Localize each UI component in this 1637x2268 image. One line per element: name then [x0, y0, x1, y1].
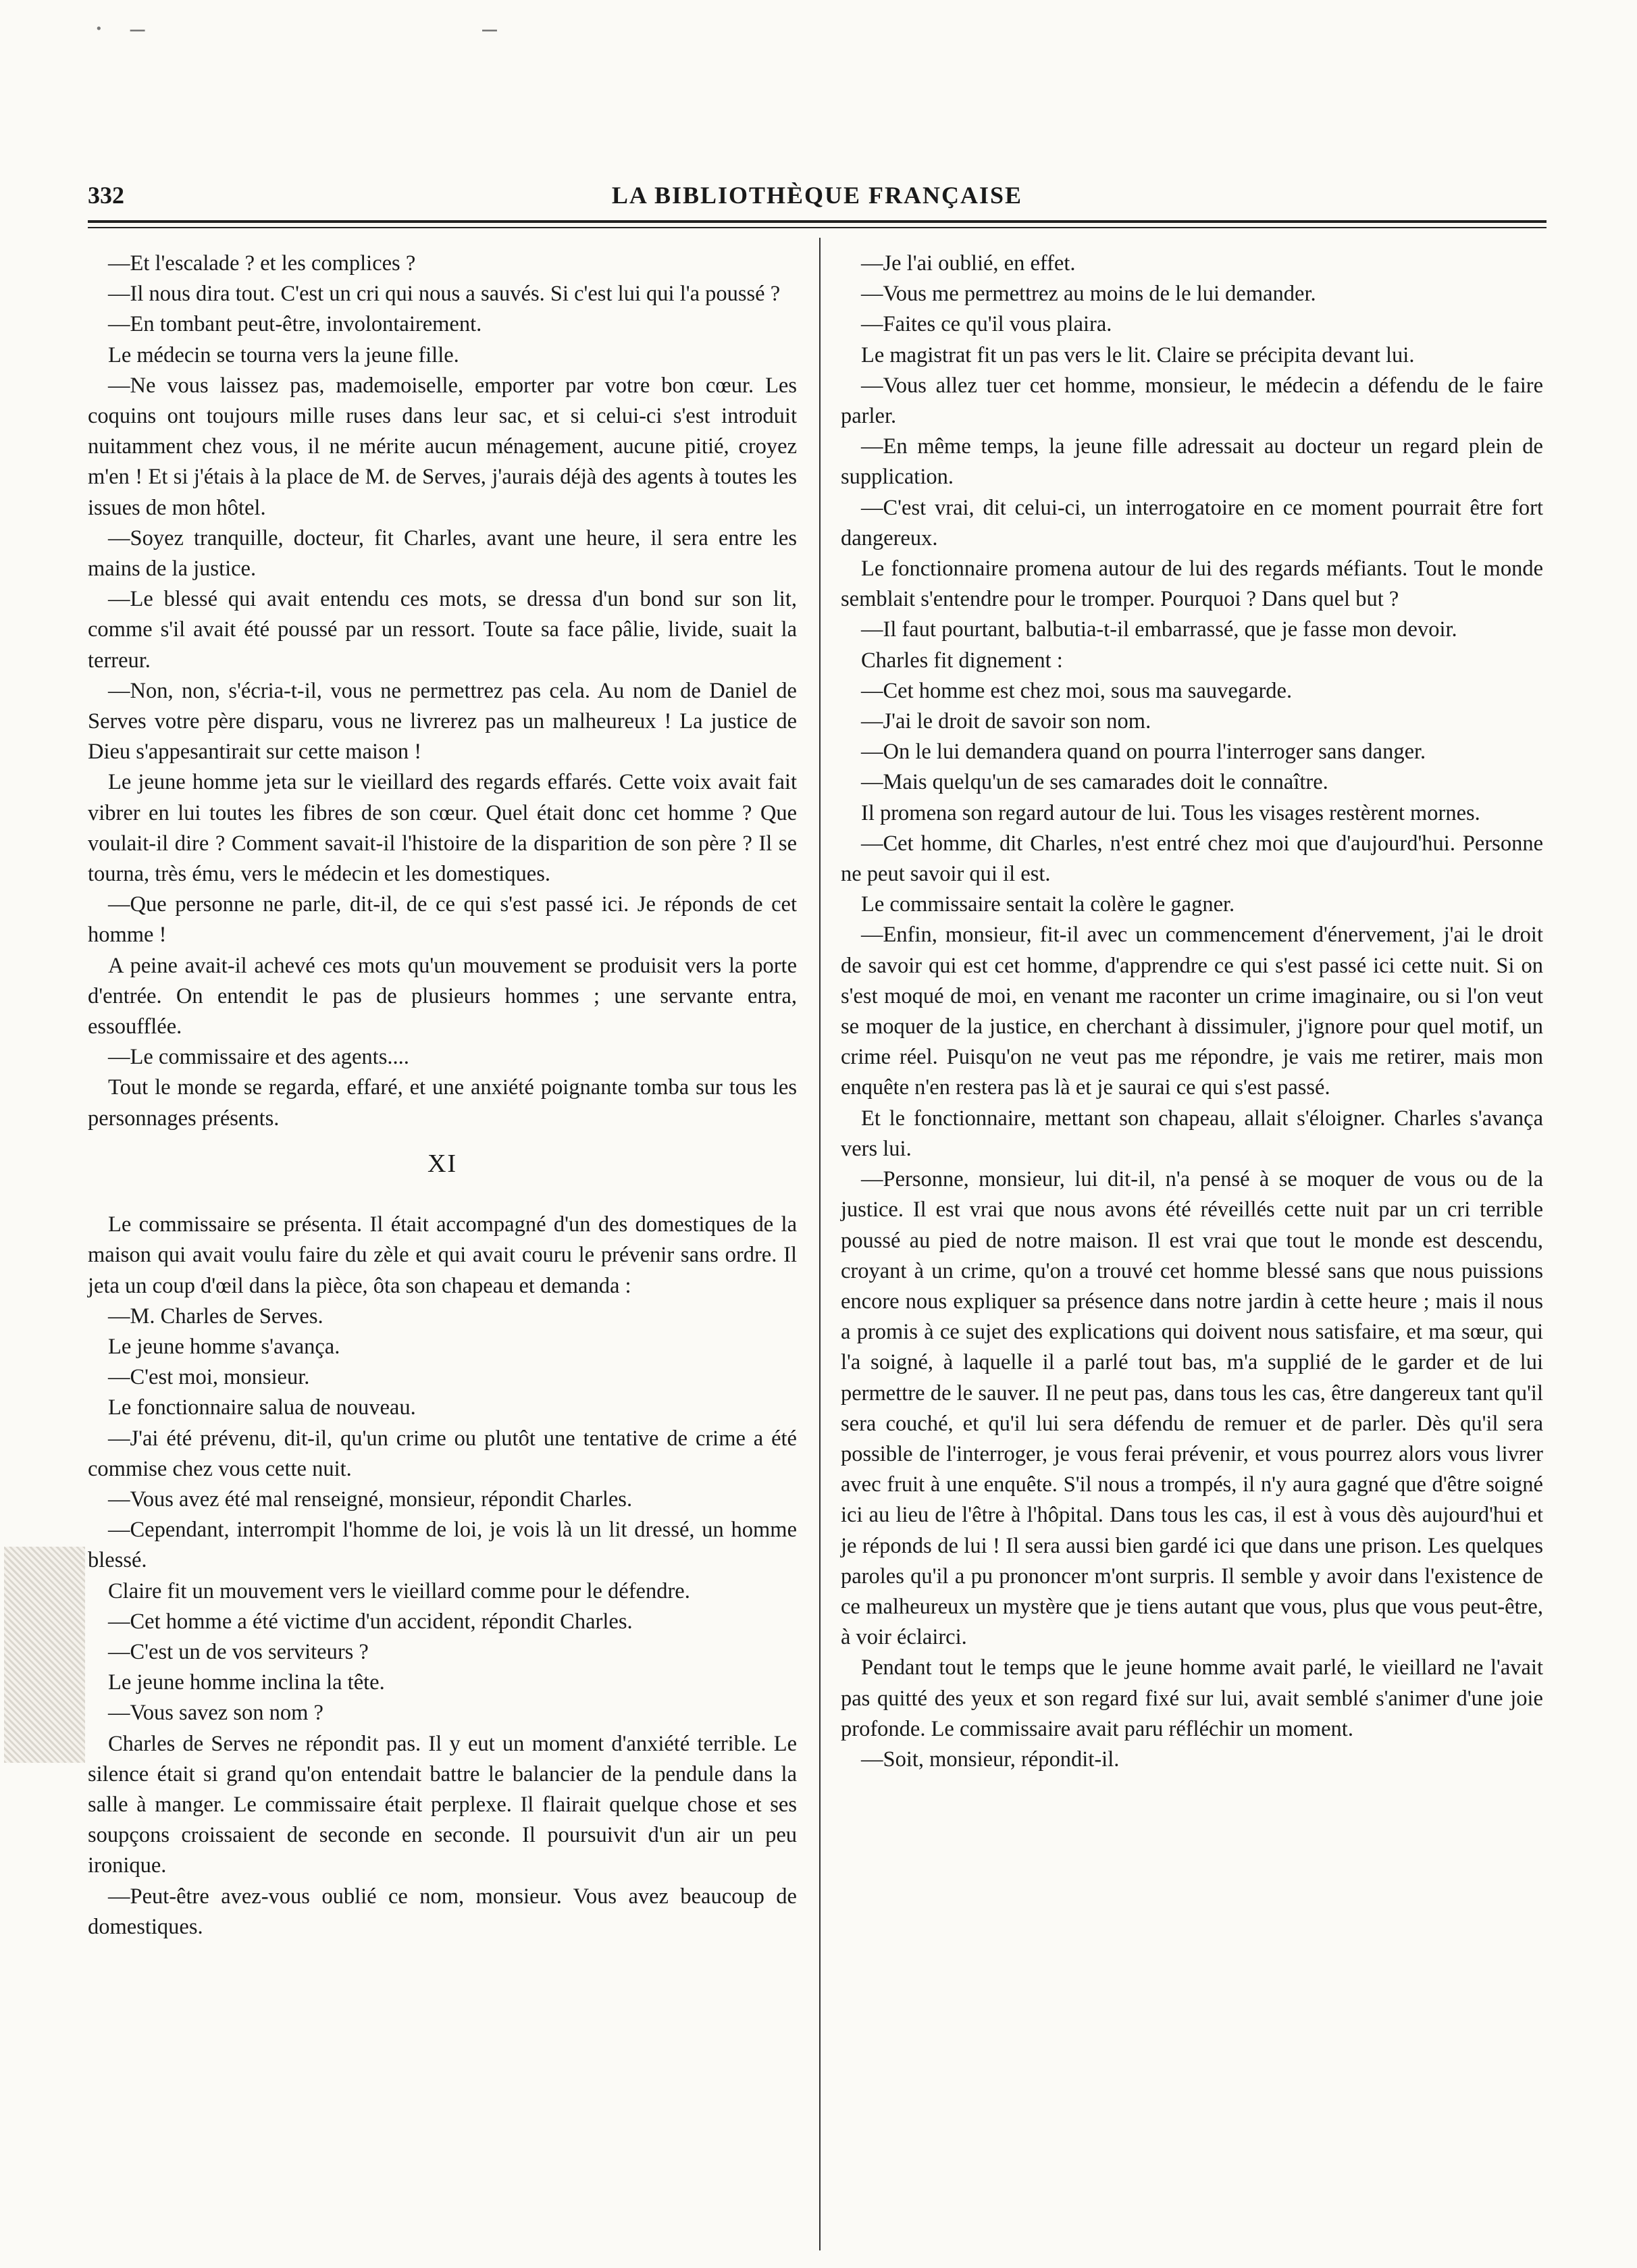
paragraph: —Cet homme est chez moi, sous ma sauvegarde.: [861, 678, 1293, 703]
column-divider: [819, 238, 821, 2250]
chapter-heading: XI: [427, 1149, 458, 1178]
paragraph: Le fonctionnaire salua de nouveau.: [108, 1395, 416, 1420]
paragraph: Le jeune homme jeta sur le vieillard des regards effarés. Cette voix avait fait vibrer en lui toutes les fibres de son cœur. Quel était donc cet homme ? Que voulait-il dire ? Comment savait-il l'histoire de la disparition de son père ? Il se tourna, très ému, vers le médecin et les domestiques.: [88, 770, 797, 887]
paragraph: —Vous me permettrez au moins de le lui demander.: [861, 282, 1316, 307]
paragraph: —Peut-être avez-vous oublié ce nom, monsieur. Vous avez beaucoup de domestiques.: [88, 1884, 797, 1939]
paragraph: Tout le monde se regarda, effaré, et une anxiété poignante tomba sur tous les personnages présents.: [88, 1075, 797, 1131]
paragraph: Charles fit dignement :: [861, 648, 1063, 673]
paragraph: —Soyez tranquille, docteur, fit Charles, avant une heure, il sera entre les mains de la justice.: [88, 525, 797, 582]
scan-specks: · ‒ ‒: [95, 14, 498, 45]
paragraph: Charles de Serves ne répondit pas. Il y eut un moment d'anxiété terrible. Le silence était si grand qu'on entendait battre le balancier de la pendule dans la salle à manger. Le commissaire était perplexe. Il flairait quelque chose et ses soupçons croissaient de seconde en seconde. Il poursuivit d'un air un peu ironique.: [88, 1731, 797, 1878]
paragraph: —Cependant, interrompit l'homme de loi, je vois là un lit dressé, un homme blessé.: [88, 1518, 797, 1573]
paragraph: —Mais quelqu'un de ses camarades doit le connaître.: [861, 770, 1328, 795]
paragraph: Le commissaire sentait la colère le gagner.: [861, 892, 1235, 917]
left-paragraphs-before: [88, 249, 797, 1134]
paragraph: —Le blessé qui avait entendu ces mots, se dressa d'un bond sur son lit, comme s'il avait été poussé par un ressort. Toute sa face pâlie, livide, suait la terreur.: [88, 587, 797, 673]
paragraph: —J'ai été prévenu, dit-il, qu'un crime ou plutôt une tentative de crime a été commise chez vous cette nuit.: [88, 1426, 797, 1481]
paragraph: Claire fit un mouvement vers le vieillard comme pour le défendre.: [108, 1578, 690, 1603]
paragraph: —J'ai le droit de savoir son nom.: [861, 709, 1151, 734]
right-paragraphs: [841, 249, 1543, 1775]
paragraph: —Enfin, monsieur, fit-il avec un commencement d'énervement, j'ai le droit de savoir qui est cet homme, d'apprendre ce qui s'est passé ici cette nuit. Si on s'est moqué de moi, en venant me raconter un crime imaginaire, ou si l'on veut se moquer de la justice, en cherchant à dissimuler, j'ignore pour quel motif, un crime réel. Puisqu'on ne veut pas me répondre, je vais me retirer, mais mon enquête n'en restera pas là et je saurai ce qui s'est passé.: [841, 923, 1543, 1100]
paragraph: —Vous avez été mal renseigné, monsieur, répondit Charles.: [108, 1487, 633, 1512]
paragraph: —Cet homme a été victime d'un accident, répondit Charles.: [108, 1609, 633, 1634]
paragraph: —C'est moi, monsieur.: [108, 1365, 310, 1390]
paragraph: Le jeune homme s'avança.: [108, 1334, 340, 1359]
left-paragraphs-after: [88, 1210, 797, 1942]
paragraph: A peine avait-il achevé ces mots qu'un mouvement se produisit vers la porte d'entrée. On entendit le pas de plusieurs hommes ; une servante entra, essoufflée.: [88, 953, 797, 1039]
paragraph: —Vous savez son nom ?: [108, 1701, 323, 1726]
paragraph: Le magistrat fit un pas vers le lit. Claire se précipita devant lui.: [861, 342, 1415, 367]
paragraph: —Non, non, s'écria-t-il, vous ne permettrez pas cela. Au nom de Daniel de Serves votre père disparu, vous ne livrerez pas un malheureux ! La justice de Dieu s'appesantirait sur cette maison !: [88, 678, 797, 765]
left-column: [88, 249, 797, 1942]
header-rule-thin: [88, 227, 1547, 228]
paragraph: Le commissaire se présenta. Il était accompagné d'un des domestiques de la maison qui avait voulu faire du zèle et qui avait couru le prévenir sans ordre. Il jeta un coup d'œil dans la pièce, ôta son chapeau et demanda :: [88, 1212, 797, 1298]
paragraph: —Cet homme, dit Charles, n'est entré chez moi que d'aujourd'hui. Personne ne peut savoir qui il est.: [841, 831, 1543, 887]
paragraph: —Personne, monsieur, lui dit-il, n'a pensé à se moquer de vous ou de la justice. Il est vrai que nous avons été réveillés cette nuit par un cri terrible poussé au pied de notre maison. Il est vrai que tout le monde est descendu, croyant à un crime, qu'on a trouvé cet homme blessé sans que nous puissions encore nous expliquer sa présence dans notre jardin à cette heure ; mais il nous a promis à ce sujet des explications qui doivent nous satisfaire, et ma sœur, qui l'a soigné, à laquelle il a parlé tout bas, m'a supplié de le garder et de lui permettre de le sauver. Il ne peut pas, dans tous les cas, être dangereux tant qu'il sera couché, et qu'il lui sera défendu de remuer et de parler. Dès qu'il sera possible de l'interroger, je vous ferai prévenir, et vous pourrez alors vous livrer avec fruit à une enquête. S'il nous a trompés, il n'y aura gagné que d'être soigné ici au lieu de l'être à l'hôpital. Dans tous les cas, il est à vous dès aujourd'hui et je réponds de lui ! Il sera aussi bien gardé ici que dans une prison. Les quelques paroles qu'il a pu prononcer m'ont surpris. Il semble y avoir dans l'existence de ce malheureux un mystère que je tiens autant que vous, plus que vous peut-être, à voir éclairci.: [841, 1167, 1543, 1650]
paragraph: Le médecin se tourna vers la jeune fille.: [108, 342, 459, 367]
paragraph: —Je l'ai oublié, en effet.: [861, 251, 1076, 276]
paragraph: —Il nous dira tout. C'est un cri qui nous a sauvés. Si c'est lui qui l'a poussé ?: [108, 282, 781, 307]
paragraph: Le jeune homme inclina la tête.: [108, 1670, 385, 1695]
paragraph: Et le fonctionnaire, mettant son chapeau, allait s'éloigner. Charles s'avança vers lui.: [841, 1106, 1543, 1161]
paragraph: —M. Charles de Serves.: [108, 1304, 323, 1329]
paragraph: —Faites ce qu'il vous plaira.: [861, 312, 1112, 337]
paragraph: —Soit, monsieur, répondit-il.: [861, 1747, 1120, 1772]
paragraph: —Et l'escalade ? et les complices ?: [108, 251, 416, 276]
paragraph: —Vous allez tuer cet homme, monsieur, le médecin a défendu de le faire parler.: [841, 373, 1543, 429]
paragraph: —Que personne ne parle, dit-il, de ce qui s'est passé ici. Je réponds de cet homme !: [88, 892, 797, 948]
scan-smudge: [4, 1547, 85, 1763]
page-header: [88, 181, 1547, 215]
right-column: [841, 249, 1543, 1775]
paragraph: —En même temps, la jeune fille adressait au docteur un regard plein de supplication.: [841, 434, 1543, 490]
paragraph: —Le commissaire et des agents....: [108, 1045, 409, 1070]
page-number: 332: [88, 182, 124, 209]
paragraph: Il promena son regard autour de lui. Tous les visages restèrent mornes.: [861, 800, 1480, 825]
paragraph: —En tombant peut-être, involontairement.: [108, 312, 482, 337]
paragraph: —Ne vous laissez pas, mademoiselle, emporter par votre bon cœur. Les coquins ont toujours mille ruses dans leur sac, et si celui-ci s'est introduit nuitamment chez vous, il ne mérite aucun ménagement, aucune pitié, croyez m'en ! Et si j'étais à la place de M. de Serves, j'aurais déjà des agents à toutes les issues de mon hôtel.: [88, 373, 797, 520]
paragraph: —Il faut pourtant, balbutia-t-il embarrassé, que je fasse mon devoir.: [861, 617, 1457, 642]
paragraph: Le fonctionnaire promena autour de lui des regards méfiants. Tout le monde semblait s'entendre pour le tromper. Pourquoi ? Dans quel but ?: [841, 557, 1543, 612]
paragraph: Pendant tout le temps que le jeune homme avait parlé, le vieillard ne l'avait pas quitté des yeux et son regard fixé sur lui, avait semblé s'animer d'une joie profonde. Le commissaire avait paru réfléchir un moment.: [841, 1655, 1543, 1741]
paragraph: —C'est un de vos serviteurs ?: [108, 1639, 369, 1664]
header-rule-thick: [88, 220, 1547, 223]
paragraph: —C'est vrai, dit celui-ci, un interrogatoire en ce moment pourrait être fort dangereux.: [841, 495, 1543, 550]
running-title: LA BIBLIOTHÈQUE FRANÇAISE: [611, 182, 1023, 209]
paragraph: —On le lui demandera quand on pourra l'interroger sans danger.: [861, 740, 1426, 765]
